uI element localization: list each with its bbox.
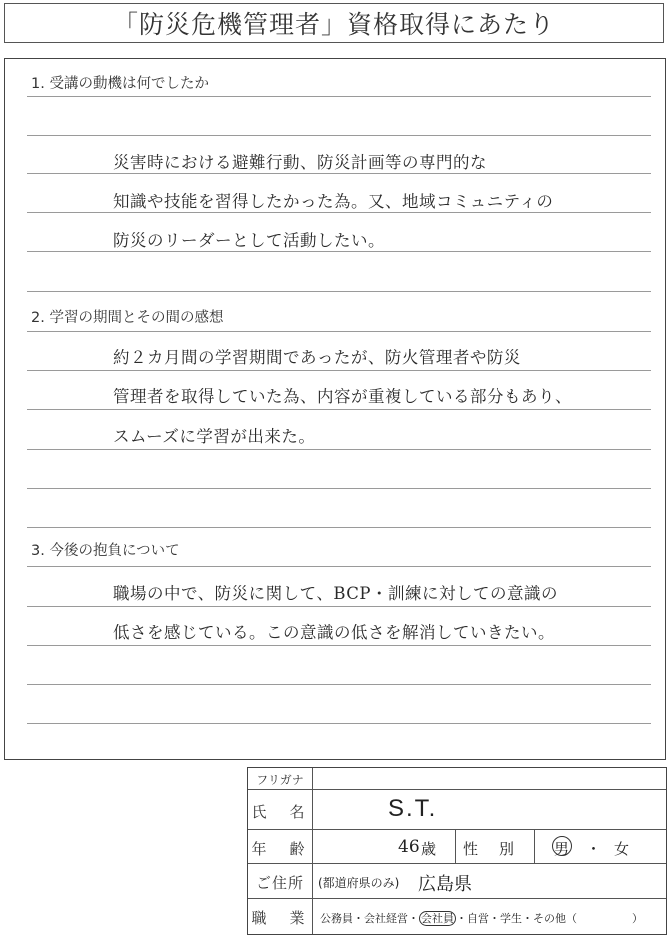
ruled-line — [27, 723, 651, 724]
ruled-line — [27, 331, 651, 332]
row-divider — [248, 898, 666, 899]
section-2-answer-line: 管理者を取得していた為、内容が重複している部分もあり、 — [113, 387, 572, 406]
job-selected: 会社員 — [421, 912, 454, 925]
label-column-divider — [312, 768, 313, 934]
job-options-after: ・自営・学生・その他（ ） — [456, 912, 643, 925]
survey-form — [4, 58, 666, 760]
address-label: ご住所 — [255, 874, 304, 892]
row-divider — [248, 863, 666, 864]
section-1-heading: 1. 受講の動機は何でしたか — [31, 76, 209, 92]
ruled-line — [27, 566, 651, 567]
ruled-line — [27, 606, 651, 607]
gender-label: 性 別 — [463, 840, 518, 858]
section-3-heading: 3. 今後の抱負について — [31, 543, 180, 559]
section-3-answer-line: 低さを感じている。この意識の低さを解消していきたい。 — [113, 623, 555, 642]
ruled-line — [27, 291, 651, 292]
section-2-answer-line: 約２カ月間の学習期間であったが、防火管理者や防災 — [113, 348, 521, 367]
name-value: S.T. — [388, 795, 438, 822]
section-2-answer-line: スムーズに学習が出来た。 — [113, 427, 316, 446]
section-1-answer-line: 知識や技能を習得したかった為。又、地域コミュニティの — [113, 192, 554, 211]
section-1-answer-line: 防災のリーダーとして活動したい。 — [113, 231, 385, 250]
ruled-line — [27, 645, 651, 646]
title-text: 「防災危機管理者」資格取得にあたり — [112, 10, 555, 39]
gender-male: 男 — [554, 840, 570, 858]
ruled-line — [27, 212, 651, 213]
cell-divider — [455, 829, 456, 863]
address-value: 広島県 — [418, 874, 472, 895]
age-unit: 歳 — [421, 840, 437, 858]
ruled-line — [27, 488, 651, 489]
ruled-line — [27, 527, 651, 528]
job-options-before: 公務員・会社経営・ — [320, 912, 419, 925]
age-value: 46 — [398, 837, 420, 857]
age-label: 年 齢 — [251, 840, 309, 858]
ruled-line — [27, 684, 651, 685]
section-3-answer-line: 職場の中で、防災に関して、BCP・訓練に対しての意識の — [113, 584, 558, 603]
gender-separator: ・ — [586, 840, 602, 858]
ruled-line — [27, 449, 651, 450]
section-2-heading: 2. 学習の期間とその間の感想 — [31, 310, 224, 326]
respondent-info-table — [247, 767, 667, 935]
row-divider — [248, 829, 666, 830]
furigana-label: フリガナ — [256, 773, 304, 787]
cell-divider — [534, 829, 535, 863]
job-label: 職 業 — [251, 909, 309, 927]
gender-female: 女 — [614, 840, 630, 858]
section-1-answer-line: 災害時における避難行動、防災計画等の専門的な — [113, 153, 487, 172]
ruled-line — [27, 173, 651, 174]
ruled-line — [27, 135, 651, 136]
ruled-line — [27, 251, 651, 252]
ruled-line — [27, 96, 651, 97]
ruled-line — [27, 370, 651, 371]
name-label: 氏 名 — [251, 803, 309, 821]
address-hint: (都道府県のみ) — [318, 876, 400, 890]
document-title — [4, 3, 664, 43]
row-divider — [248, 789, 666, 790]
job-options — [320, 910, 643, 926]
ruled-line — [27, 409, 651, 410]
